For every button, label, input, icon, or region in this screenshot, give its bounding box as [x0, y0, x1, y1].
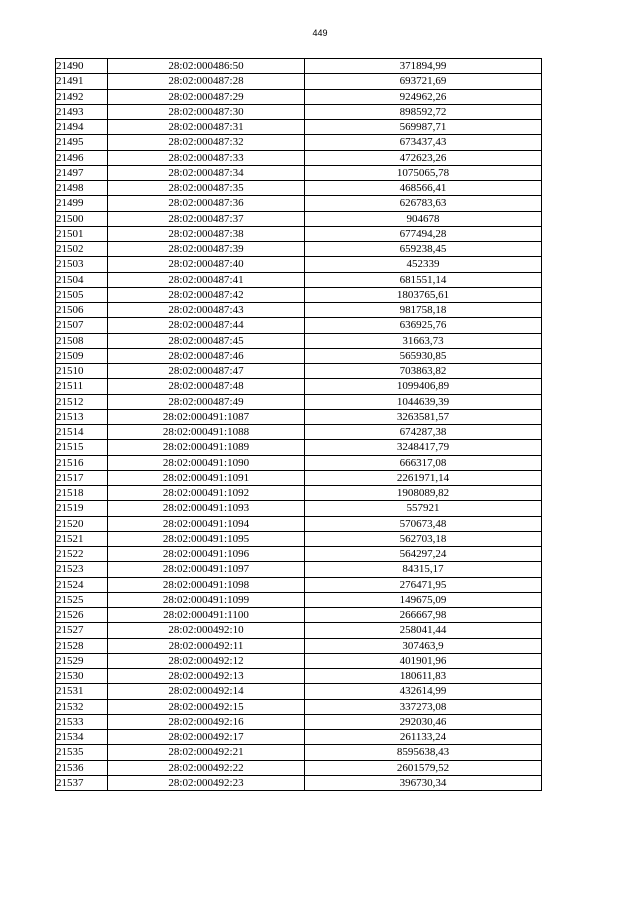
- cadastral-number-cell: 28:02:000487:41: [108, 272, 305, 287]
- table-row: [56, 745, 542, 760]
- row-number-cell: 21503: [56, 257, 108, 272]
- row-number-cell: 21537: [56, 775, 108, 790]
- row-number-cell: 21504: [56, 272, 108, 287]
- row-number-cell: 21515: [56, 440, 108, 455]
- cadastral-number-cell: 28:02:000487:37: [108, 211, 305, 226]
- table-row: [56, 135, 542, 150]
- table-row: [56, 775, 542, 790]
- value-cell: 924962,26: [305, 89, 542, 104]
- cadastral-number-cell: 28:02:000491:1088: [108, 425, 305, 440]
- row-number-cell: 21493: [56, 104, 108, 119]
- cadastral-number-cell: 28:02:000487:29: [108, 89, 305, 104]
- row-number-cell: 21519: [56, 501, 108, 516]
- row-number-cell: 21492: [56, 89, 108, 104]
- table-row: [56, 653, 542, 668]
- value-cell: 565930,85: [305, 348, 542, 363]
- cadastral-number-cell: 28:02:000491:1099: [108, 592, 305, 607]
- value-cell: 472623,26: [305, 150, 542, 165]
- row-number-cell: 21525: [56, 592, 108, 607]
- value-cell: 292030,46: [305, 714, 542, 729]
- cadastral-number-cell: 28:02:000487:32: [108, 135, 305, 150]
- row-number-cell: 21501: [56, 226, 108, 241]
- cadastral-number-cell: 28:02:000487:44: [108, 318, 305, 333]
- row-number-cell: 21514: [56, 425, 108, 440]
- value-cell: 898592,72: [305, 104, 542, 119]
- table-row: [56, 669, 542, 684]
- row-number-cell: 21512: [56, 394, 108, 409]
- value-cell: 2261971,14: [305, 470, 542, 485]
- row-number-cell: 21508: [56, 333, 108, 348]
- row-number-cell: 21520: [56, 516, 108, 531]
- row-number-cell: 21499: [56, 196, 108, 211]
- value-cell: 569987,71: [305, 120, 542, 135]
- table-row: [56, 211, 542, 226]
- cadastral-number-cell: 28:02:000487:34: [108, 165, 305, 180]
- row-number-cell: 21511: [56, 379, 108, 394]
- row-number-cell: 21494: [56, 120, 108, 135]
- table-row: [56, 623, 542, 638]
- value-cell: 468566,41: [305, 181, 542, 196]
- value-cell: 677494,28: [305, 226, 542, 241]
- value-cell: 3263581,57: [305, 409, 542, 424]
- table-row: [56, 272, 542, 287]
- value-cell: 681551,14: [305, 272, 542, 287]
- table-row: [56, 699, 542, 714]
- value-cell: 674287,38: [305, 425, 542, 440]
- cadastral-number-cell: 28:02:000492:10: [108, 623, 305, 638]
- value-cell: 432614,99: [305, 684, 542, 699]
- table-row: [56, 181, 542, 196]
- table-row: [56, 364, 542, 379]
- table-body: [56, 59, 542, 791]
- value-cell: 557921: [305, 501, 542, 516]
- cadastral-number-cell: 28:02:000491:1091: [108, 470, 305, 485]
- value-cell: 307463,9: [305, 638, 542, 653]
- table-row: [56, 303, 542, 318]
- row-number-cell: 21516: [56, 455, 108, 470]
- value-cell: 266667,98: [305, 608, 542, 623]
- table-row: [56, 730, 542, 745]
- value-cell: 562703,18: [305, 531, 542, 546]
- table-row: [56, 165, 542, 180]
- table-row: [56, 150, 542, 165]
- value-cell: 981758,18: [305, 303, 542, 318]
- cadastral-number-cell: 28:02:000492:21: [108, 745, 305, 760]
- row-number-cell: 21496: [56, 150, 108, 165]
- table-row: [56, 409, 542, 424]
- cadastral-number-cell: 28:02:000491:1097: [108, 562, 305, 577]
- row-number-cell: 21500: [56, 211, 108, 226]
- table-row: [56, 89, 542, 104]
- cadastral-number-cell: 28:02:000487:36: [108, 196, 305, 211]
- table-row: [56, 608, 542, 623]
- row-number-cell: 21517: [56, 470, 108, 485]
- value-cell: 452339: [305, 257, 542, 272]
- cadastral-number-cell: 28:02:000487:47: [108, 364, 305, 379]
- table-row: [56, 547, 542, 562]
- cadastral-number-cell: 28:02:000491:1092: [108, 486, 305, 501]
- cadastral-number-cell: 28:02:000491:1094: [108, 516, 305, 531]
- page-number: 449: [312, 28, 328, 38]
- table-row: [56, 196, 542, 211]
- cadastral-number-cell: 28:02:000492:14: [108, 684, 305, 699]
- row-number-cell: 21528: [56, 638, 108, 653]
- cadastral-number-cell: 28:02:000491:1100: [108, 608, 305, 623]
- cadastral-number-cell: 28:02:000487:39: [108, 242, 305, 257]
- row-number-cell: 21524: [56, 577, 108, 592]
- value-cell: 337273,08: [305, 699, 542, 714]
- value-cell: 180611,83: [305, 669, 542, 684]
- cadastral-number-cell: 28:02:000486:50: [108, 59, 305, 74]
- row-number-cell: 21513: [56, 409, 108, 424]
- value-cell: 31663,73: [305, 333, 542, 348]
- row-number-cell: 21518: [56, 486, 108, 501]
- cadastral-number-cell: 28:02:000487:46: [108, 348, 305, 363]
- row-number-cell: 21536: [56, 760, 108, 775]
- table-row: [56, 333, 542, 348]
- cadastral-number-cell: 28:02:000487:40: [108, 257, 305, 272]
- row-number-cell: 21521: [56, 531, 108, 546]
- value-cell: 84315,17: [305, 562, 542, 577]
- value-cell: 371894,99: [305, 59, 542, 74]
- cadastral-number-cell: 28:02:000491:1095: [108, 531, 305, 546]
- value-cell: 2601579,52: [305, 760, 542, 775]
- row-number-cell: 21502: [56, 242, 108, 257]
- cadastral-number-cell: 28:02:000492:13: [108, 669, 305, 684]
- value-cell: 1099406,89: [305, 379, 542, 394]
- value-cell: 636925,76: [305, 318, 542, 333]
- row-number-cell: 21495: [56, 135, 108, 150]
- value-cell: 666317,08: [305, 455, 542, 470]
- table-row: [56, 318, 542, 333]
- value-cell: 8595638,43: [305, 745, 542, 760]
- value-cell: 659238,45: [305, 242, 542, 257]
- table-row: [56, 287, 542, 302]
- cadastral-number-cell: 28:02:000487:38: [108, 226, 305, 241]
- table-row: [56, 379, 542, 394]
- value-cell: 258041,44: [305, 623, 542, 638]
- cadastral-value-table: [55, 58, 542, 791]
- table-row: [56, 120, 542, 135]
- cadastral-number-cell: 28:02:000487:48: [108, 379, 305, 394]
- value-cell: 1908089,82: [305, 486, 542, 501]
- row-number-cell: 21534: [56, 730, 108, 745]
- cadastral-number-cell: 28:02:000487:30: [108, 104, 305, 119]
- row-number-cell: 21530: [56, 669, 108, 684]
- cadastral-number-cell: 28:02:000487:35: [108, 181, 305, 196]
- value-cell: 149675,09: [305, 592, 542, 607]
- row-number-cell: 21507: [56, 318, 108, 333]
- table-row: [56, 516, 542, 531]
- row-number-cell: 21533: [56, 714, 108, 729]
- cadastral-number-cell: 28:02:000487:31: [108, 120, 305, 135]
- row-number-cell: 21531: [56, 684, 108, 699]
- table-row: [56, 348, 542, 363]
- value-cell: 3248417,79: [305, 440, 542, 455]
- table-row: [56, 455, 542, 470]
- row-number-cell: 21535: [56, 745, 108, 760]
- table-row: [56, 59, 542, 74]
- row-number-cell: 21510: [56, 364, 108, 379]
- cadastral-number-cell: 28:02:000492:15: [108, 699, 305, 714]
- row-number-cell: 21497: [56, 165, 108, 180]
- value-cell: 1075065,78: [305, 165, 542, 180]
- table-row: [56, 242, 542, 257]
- value-cell: 564297,24: [305, 547, 542, 562]
- cadastral-number-cell: 28:02:000487:49: [108, 394, 305, 409]
- cadastral-number-cell: 28:02:000487:28: [108, 74, 305, 89]
- row-number-cell: 21498: [56, 181, 108, 196]
- value-cell: 693721,69: [305, 74, 542, 89]
- cadastral-number-cell: 28:02:000492:23: [108, 775, 305, 790]
- table-row: [56, 470, 542, 485]
- table-row: [56, 531, 542, 546]
- row-number-cell: 21529: [56, 653, 108, 668]
- value-cell: 703863,82: [305, 364, 542, 379]
- cadastral-number-cell: 28:02:000491:1087: [108, 409, 305, 424]
- value-cell: 276471,95: [305, 577, 542, 592]
- table-row: [56, 257, 542, 272]
- table-row: [56, 425, 542, 440]
- cadastral-number-cell: 28:02:000492:11: [108, 638, 305, 653]
- table-row: [56, 440, 542, 455]
- table-row: [56, 104, 542, 119]
- cadastral-number-cell: 28:02:000491:1093: [108, 501, 305, 516]
- value-cell: 1044639,39: [305, 394, 542, 409]
- row-number-cell: 21505: [56, 287, 108, 302]
- cadastral-number-cell: 28:02:000487:45: [108, 333, 305, 348]
- value-cell: 673437,43: [305, 135, 542, 150]
- table-row: [56, 226, 542, 241]
- row-number-cell: 21506: [56, 303, 108, 318]
- table-row: [56, 684, 542, 699]
- value-cell: 1803765,61: [305, 287, 542, 302]
- cadastral-number-cell: 28:02:000487:43: [108, 303, 305, 318]
- row-number-cell: 21523: [56, 562, 108, 577]
- value-cell: 904678: [305, 211, 542, 226]
- table-row: [56, 562, 542, 577]
- cadastral-number-cell: 28:02:000487:42: [108, 287, 305, 302]
- table-row: [56, 592, 542, 607]
- cadastral-number-cell: 28:02:000491:1090: [108, 455, 305, 470]
- row-number-cell: 21490: [56, 59, 108, 74]
- row-number-cell: 21526: [56, 608, 108, 623]
- cadastral-number-cell: 28:02:000492:12: [108, 653, 305, 668]
- value-cell: 570673,48: [305, 516, 542, 531]
- table-row: [56, 486, 542, 501]
- table-row: [56, 638, 542, 653]
- cadastral-number-cell: 28:02:000491:1089: [108, 440, 305, 455]
- cadastral-number-cell: 28:02:000491:1096: [108, 547, 305, 562]
- row-number-cell: 21522: [56, 547, 108, 562]
- cadastral-number-cell: 28:02:000492:22: [108, 760, 305, 775]
- table-row: [56, 394, 542, 409]
- cadastral-number-cell: 28:02:000491:1098: [108, 577, 305, 592]
- value-cell: 396730,34: [305, 775, 542, 790]
- row-number-cell: 21491: [56, 74, 108, 89]
- value-cell: 401901,96: [305, 653, 542, 668]
- table-row: [56, 577, 542, 592]
- table-row: [56, 501, 542, 516]
- table-row: [56, 714, 542, 729]
- row-number-cell: 21527: [56, 623, 108, 638]
- row-number-cell: 21532: [56, 699, 108, 714]
- value-cell: 626783,63: [305, 196, 542, 211]
- table-row: [56, 74, 542, 89]
- cadastral-number-cell: 28:02:000487:33: [108, 150, 305, 165]
- row-number-cell: 21509: [56, 348, 108, 363]
- table-row: [56, 760, 542, 775]
- cadastral-number-cell: 28:02:000492:17: [108, 730, 305, 745]
- value-cell: 261133,24: [305, 730, 542, 745]
- cadastral-number-cell: 28:02:000492:16: [108, 714, 305, 729]
